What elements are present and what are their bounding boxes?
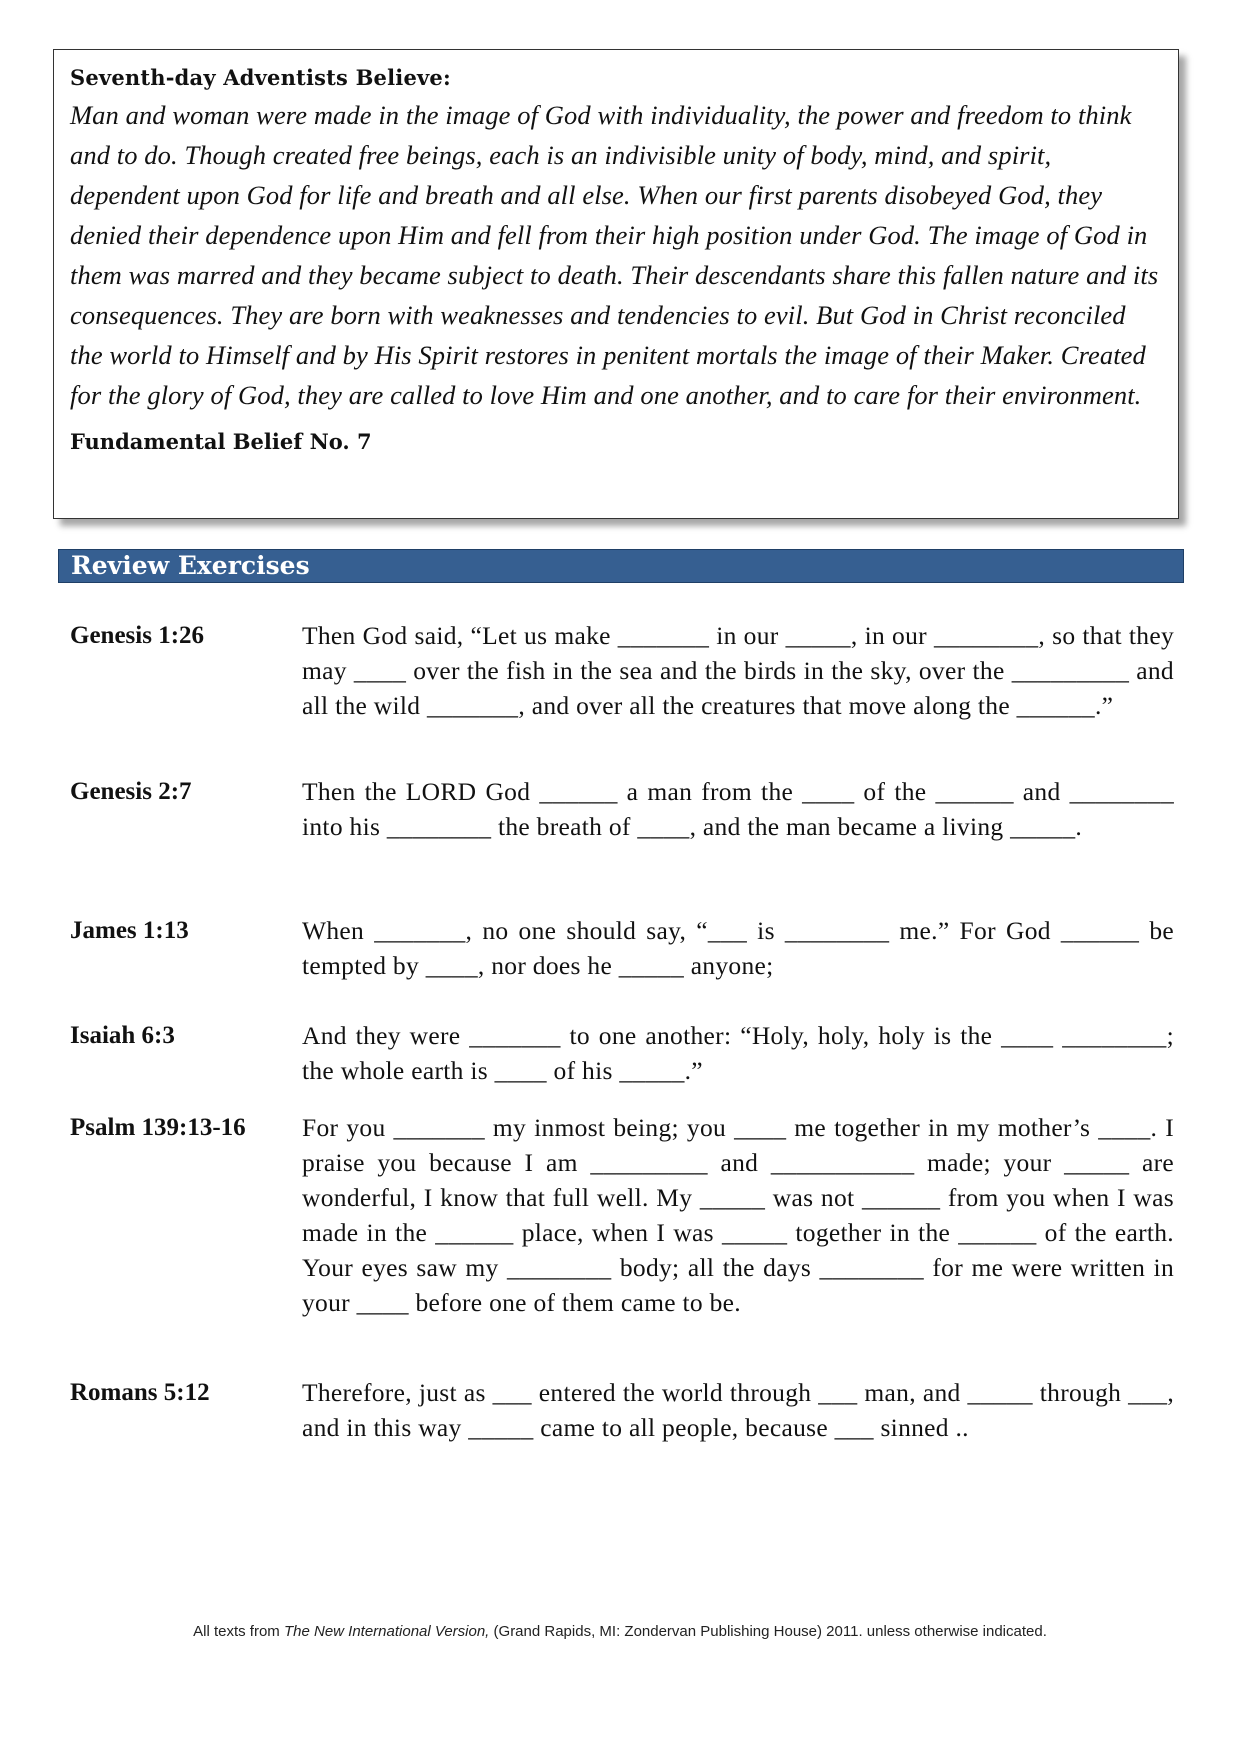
scripture-reference: Psalm 139:13-16 [70,1114,246,1141]
belief-statement: Man and woman were made in the image of God with individuality, the power and freedom to think and to do. Though created free beings, each is an indivisible unity of body, mind, and spirit, dependent upon God for life and breath and all else. When our first parents disobeyed God, they denied their dependence upon Him and fell from their high position under God. The image of God in them was marred and they became subject to death. Their descendants share this fallen nature and its consequences. They are born with weaknesses and tendencies to evil. But God in Christ reconciled the world to Himself and by His Spirit restores in penitent mortals the image of their Maker. Created for the glory of God, they are called to love Him and one another, and to care for their environment. [70,100,1159,410]
belief-source: Fundamental Belief No. 7 [70,429,372,454]
exercise-item [70,1375,1180,1485]
exercise-item [70,913,1180,1018]
section-heading: Review Exercises [58,549,1184,583]
fill-in-passage: Then God said, “Let us make _______ in our _____, in our ________, so that they may ____ over the fish in the sea and the birds in the sky, over the _________ and all the wild _______, and over all the creatures that move along the ______.” [302,621,1174,720]
scripture-reference: Genesis 1:26 [70,622,205,649]
belief-box [53,49,1179,519]
fill-in-passage: And they were _______ to one another: “Holy, holy, holy is the ____ ________; the whole earth is ____ of his _____.” [302,1021,1174,1085]
fill-in-passage: Therefore, just as ___ entered the world through ___ man, and _____ through ___, and in this way _____ came to all people, because ___ sinned .. [302,1378,1174,1442]
footer-citation [0,1623,1240,1640]
footer-suffix: (Grand Rapids, MI: Zondervan Publishing House) 2011. unless otherwise indicated. [489,1623,1047,1640]
scripture-reference: Genesis 2:7 [70,778,192,805]
belief-heading: Seventh-day Adventists Believe: [70,65,451,90]
footer-source-title: The New International Version, [283,1623,490,1640]
exercise-list [70,618,1180,1485]
scripture-reference: Isaiah 6:3 [70,1022,175,1049]
fill-in-passage: For you _______ my inmost being; you ____ me together in my mother’s ____. I praise you because I am _________ and ___________ made; your _____ are wonderful, I know that full well. My _____ was not ______ from you when I was made in the ______ place, when I was _____ together in the ______ of the earth. Your eyes saw my ________ body; all the days ________ for me were written in your ____ before one of them came to be. [302,1113,1174,1317]
exercise-item [70,618,1180,774]
scripture-reference: James 1:13 [70,917,189,944]
fill-in-passage: When _______, no one should say, “___ is ________ me.” For God ______ be tempted by ____, nor does he _____ anyone; [302,916,1174,980]
exercise-item [70,1110,1180,1375]
exercise-item [70,1018,1180,1110]
fill-in-passage: Then the LORD God ______ a man from the ____ of the ______ and ________ into his ________ the breath of ____, and the man became a living _____. [302,777,1174,841]
footer-prefix: All texts from [193,1623,284,1640]
scripture-reference: Romans 5:12 [70,1379,210,1406]
exercise-item [70,774,1180,913]
